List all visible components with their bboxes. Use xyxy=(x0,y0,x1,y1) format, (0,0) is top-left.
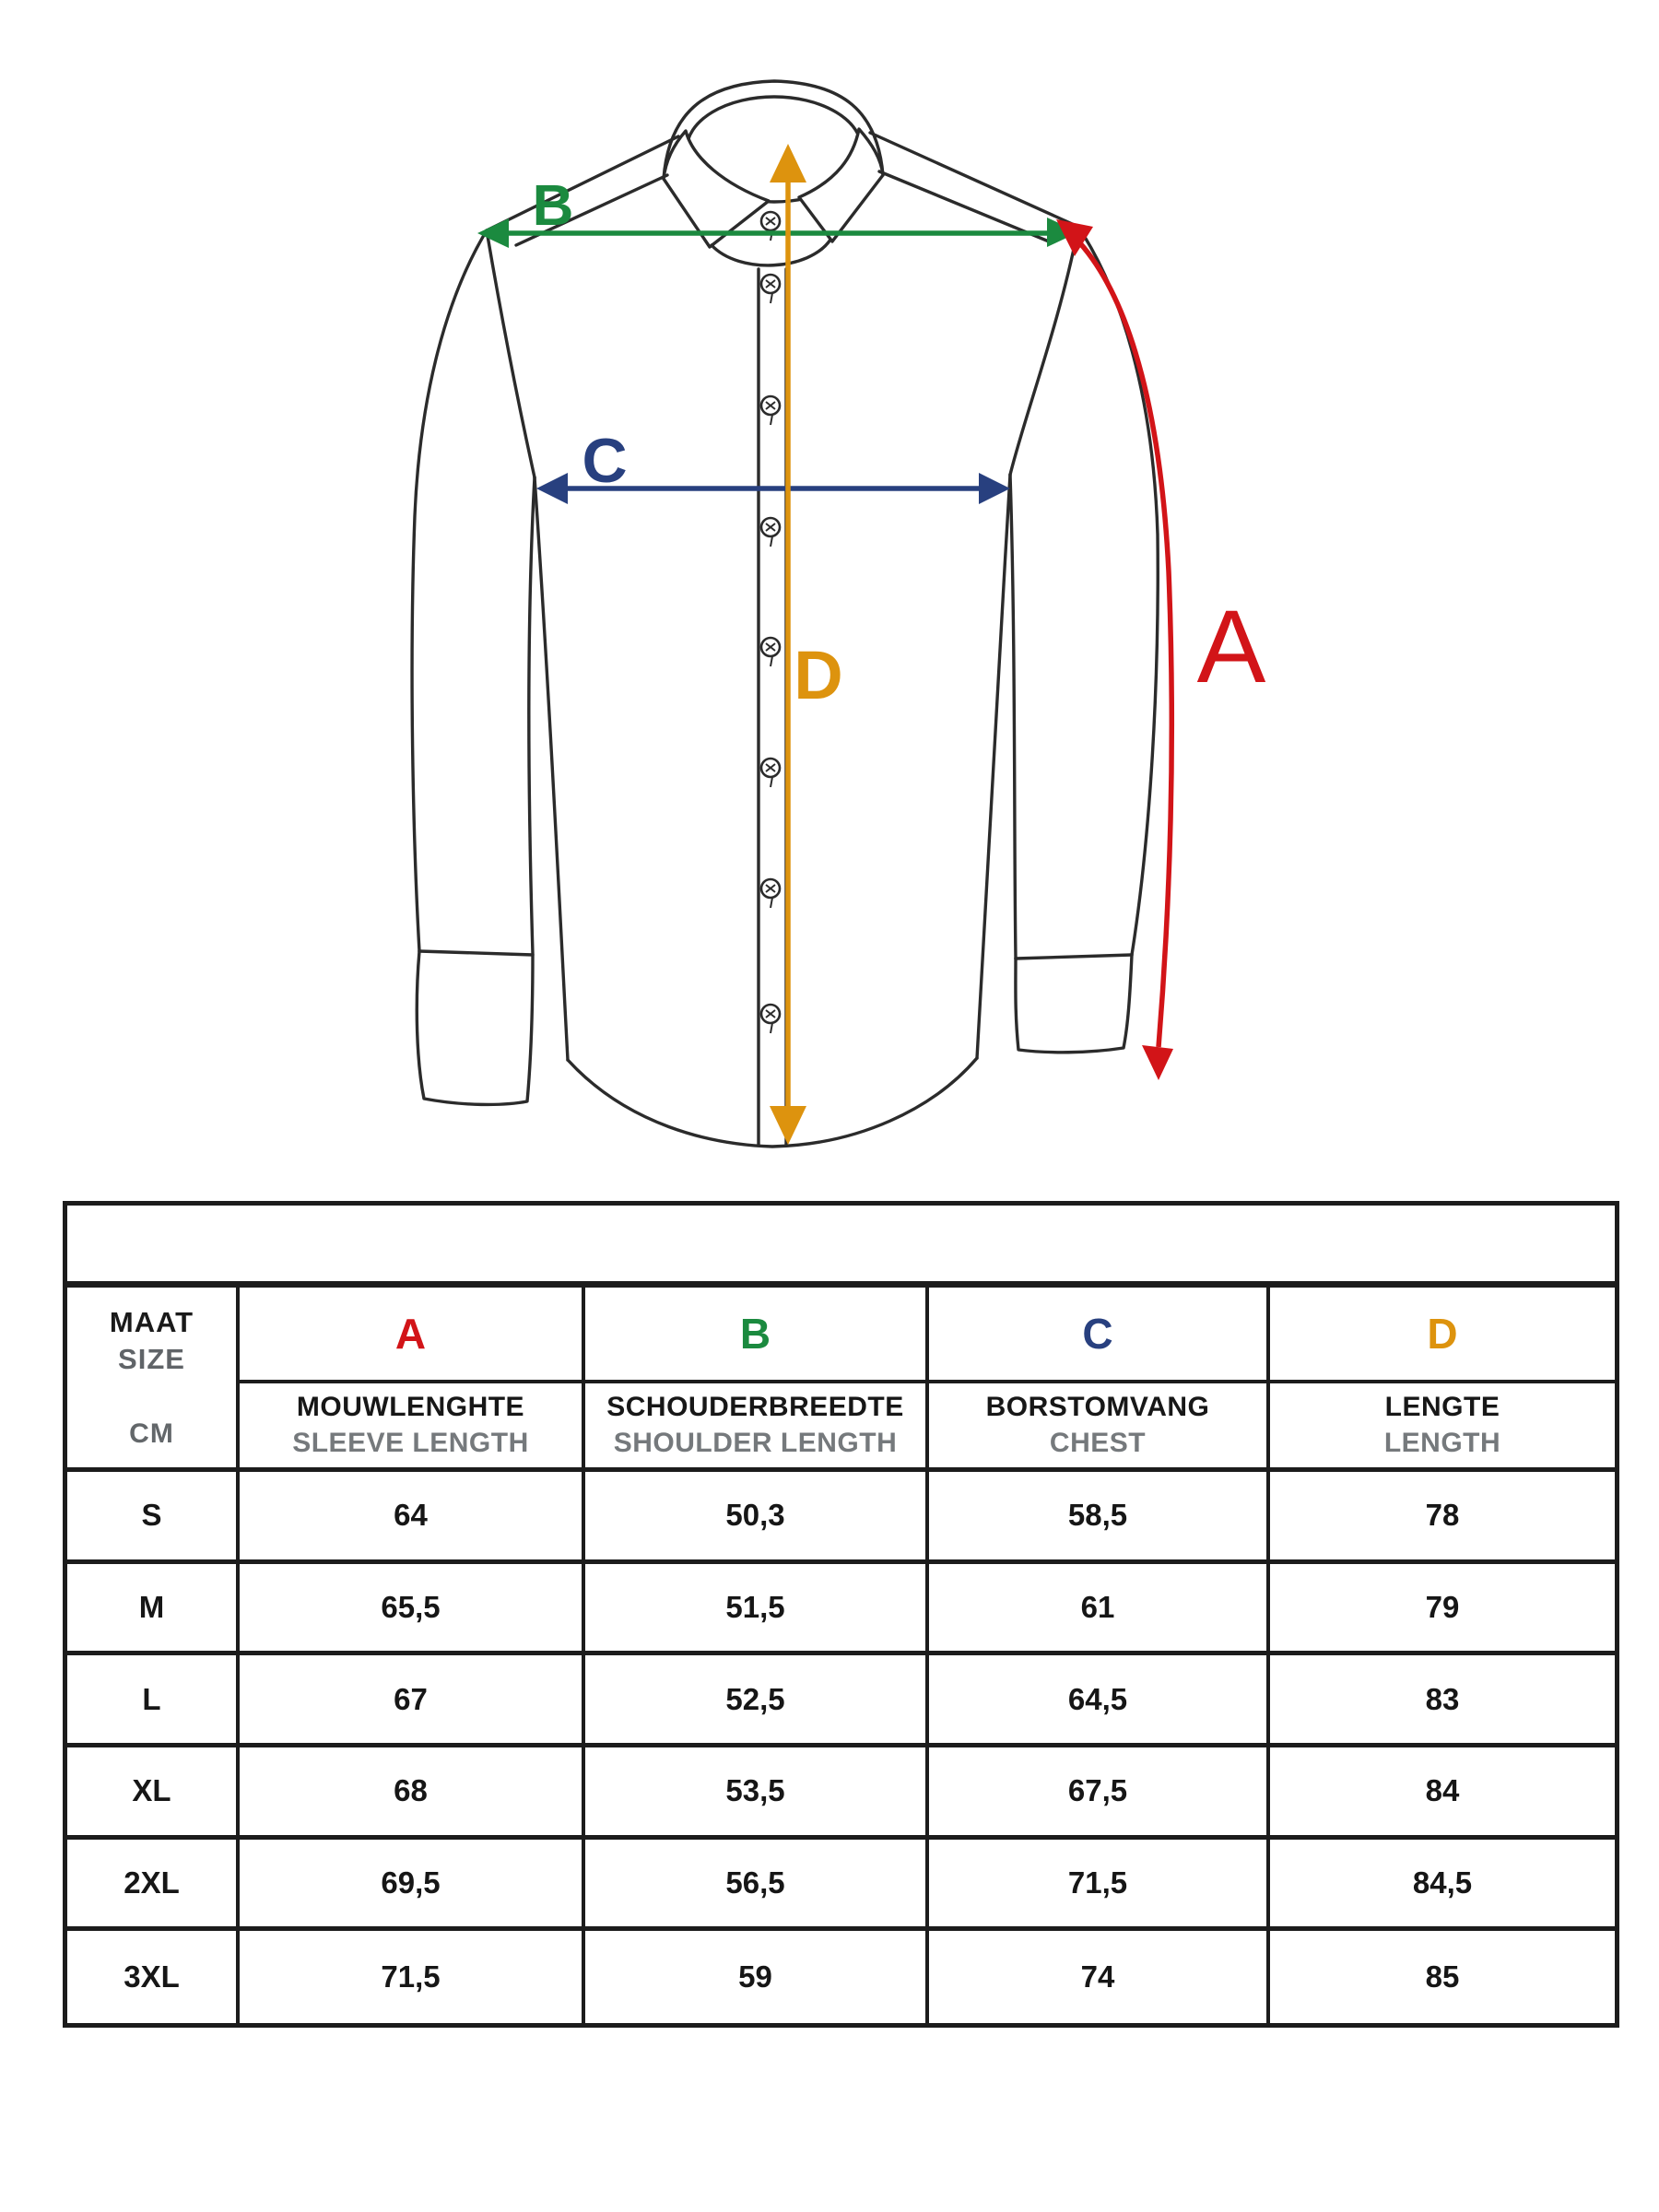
collar-wing-left xyxy=(664,131,769,247)
column-name-a xyxy=(240,1383,585,1472)
value-b: 52,5 xyxy=(585,1655,929,1747)
value-d: 78 xyxy=(1270,1472,1615,1564)
table-banner-row xyxy=(67,1206,1615,1288)
diagram-label-d: D xyxy=(794,637,843,713)
column-name-b xyxy=(585,1383,929,1472)
value-c: 61 xyxy=(929,1564,1270,1656)
size-column-header xyxy=(67,1288,240,1472)
value-a: 69,5 xyxy=(240,1840,585,1932)
armhole-left xyxy=(487,230,535,477)
value-c: 74 xyxy=(929,1931,1270,2023)
button xyxy=(761,518,780,547)
button xyxy=(761,396,780,425)
size-label: S xyxy=(67,1472,240,1564)
sleeve-inner-left xyxy=(529,477,535,954)
button-row xyxy=(761,212,780,1033)
column-name-d xyxy=(1270,1383,1615,1472)
value-b: 53,5 xyxy=(585,1747,929,1840)
value-c: 67,5 xyxy=(929,1747,1270,1840)
column-name-b-nl: SCHOUDERBREEDTE xyxy=(606,1392,904,1422)
neckband xyxy=(712,240,830,265)
value-c: 64,5 xyxy=(929,1655,1270,1747)
side-seam-left xyxy=(535,477,568,1060)
button xyxy=(761,275,780,303)
diagram-label-b: B xyxy=(532,174,574,238)
size-label: M xyxy=(67,1564,240,1656)
value-a: 68 xyxy=(240,1747,585,1840)
column-letter-b: B xyxy=(585,1288,929,1383)
sleeve-outer-right xyxy=(1078,227,1158,955)
value-d: 79 xyxy=(1270,1564,1615,1656)
cuff-seam-left xyxy=(419,951,533,955)
value-a: 67 xyxy=(240,1655,585,1747)
value-d: 83 xyxy=(1270,1655,1615,1747)
value-a: 64 xyxy=(240,1472,585,1564)
value-b: 56,5 xyxy=(585,1840,929,1932)
value-d: 84,5 xyxy=(1270,1840,1615,1932)
size-table xyxy=(63,1201,1619,2028)
column-name-d-en: LENGTH xyxy=(1383,1428,1501,1458)
value-b: 50,3 xyxy=(585,1472,929,1564)
button xyxy=(761,1005,780,1033)
collar-wing-right xyxy=(799,129,883,241)
column-letter-d: D xyxy=(1270,1288,1615,1383)
value-b: 59 xyxy=(585,1931,929,2023)
column-letter-c: C xyxy=(929,1288,1270,1383)
size-label: L xyxy=(67,1655,240,1747)
button xyxy=(761,638,780,666)
column-name-d-nl: LENGTE xyxy=(1384,1392,1500,1422)
shirt-outline xyxy=(412,81,1158,1147)
value-a: 71,5 xyxy=(240,1931,585,2023)
size-table-grid xyxy=(67,1288,1615,2023)
value-c: 71,5 xyxy=(929,1840,1270,1932)
cuff-left xyxy=(417,951,533,1104)
value-b: 51,5 xyxy=(585,1564,929,1656)
sleeve-outer-left xyxy=(412,230,487,951)
button xyxy=(761,212,780,241)
size-label: XL xyxy=(67,1747,240,1840)
diagram-label-a: A xyxy=(1196,589,1266,704)
column-name-a-en: SLEEVE LENGTH xyxy=(292,1428,529,1458)
size-label: 2XL xyxy=(67,1840,240,1932)
cuff-seam-right xyxy=(1016,955,1132,959)
cuff-right xyxy=(1016,955,1132,1053)
column-name-c-nl: BORSTOMVANG xyxy=(985,1392,1210,1422)
value-d: 84 xyxy=(1270,1747,1615,1840)
diagram-label-c: C xyxy=(582,426,628,496)
armhole-right xyxy=(1010,227,1078,475)
value-a: 65,5 xyxy=(240,1564,585,1656)
sleeve-inner-right xyxy=(1010,475,1016,959)
column-name-a-nl: MOUWLENGHTE xyxy=(296,1392,525,1422)
value-c: 58,5 xyxy=(929,1472,1270,1564)
column-name-b-en: SHOULDER LENGTH xyxy=(613,1428,898,1458)
column-name-c-en: CHEST xyxy=(1049,1428,1147,1458)
value-d: 85 xyxy=(1425,1959,1460,1994)
column-letter-a: A xyxy=(240,1288,585,1383)
button xyxy=(761,879,780,908)
side-seam-right xyxy=(977,475,1010,1058)
size-header-unit: CM xyxy=(129,1418,174,1449)
size-header-nl: MAAT xyxy=(109,1305,194,1338)
button xyxy=(761,759,780,787)
column-name-c xyxy=(929,1383,1270,1472)
size-label: 3XL xyxy=(67,1931,240,2023)
size-header-en: SIZE xyxy=(118,1342,185,1375)
hem xyxy=(568,1058,977,1147)
